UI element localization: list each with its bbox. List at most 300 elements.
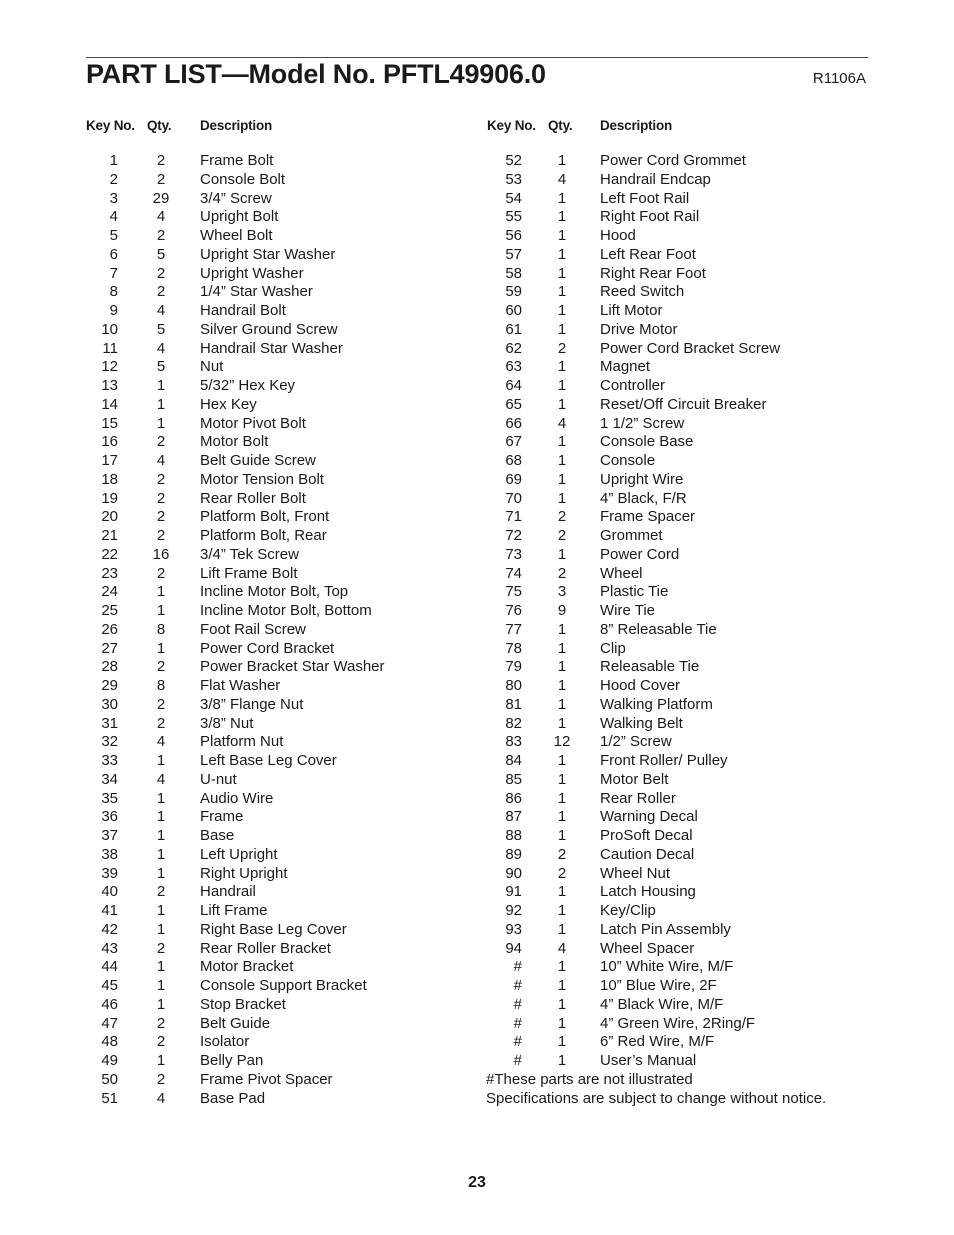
part-description: User’s Manual (600, 1052, 697, 1069)
part-description: Motor Belt (600, 770, 669, 788)
part-key-number: 73 (505, 545, 522, 563)
part-row (0, 996, 900, 1015)
part-quantity: 4 (156, 733, 166, 751)
part-row (0, 340, 900, 359)
part-description: Audio Wire (200, 789, 274, 807)
part-key-number: 3 (109, 189, 118, 207)
part-description: Wheel Bolt (200, 227, 273, 244)
part-key-number: 12 (101, 358, 118, 376)
part-quantity: 29 (152, 189, 170, 207)
part-quantity: 2 (156, 658, 166, 676)
part-key-number: 65 (505, 395, 522, 413)
part-key-number: 20 (101, 508, 118, 526)
part-quantity: 16 (152, 545, 170, 563)
part-description: Belly Pan (200, 1052, 264, 1069)
part-row (0, 1033, 900, 1052)
part-key-number: 83 (505, 733, 522, 751)
part-quantity: 1 (557, 902, 567, 919)
part-row (0, 621, 900, 640)
part-quantity: 1 (156, 920, 166, 938)
part-description: Motor Bolt (200, 433, 269, 451)
part-description: Platform Bolt, Rear (200, 527, 327, 544)
part-row (0, 790, 900, 809)
part-key-number: 9 (109, 302, 118, 319)
part-quantity: 1 (156, 414, 166, 432)
part-quantity: 1 (557, 358, 567, 376)
part-key-number: 47 (101, 1014, 118, 1032)
description-header: Description (200, 118, 273, 133)
part-key-number: 79 (505, 658, 522, 676)
part-quantity: 4 (156, 339, 166, 357)
part-row (0, 152, 900, 171)
part-quantity: 1 (557, 920, 567, 938)
part-description: 6” Red Wire, M/F (600, 1033, 715, 1051)
part-description: Handrail Bolt (200, 302, 286, 319)
part-quantity: 2 (156, 1014, 166, 1032)
part-description: Console (600, 452, 656, 469)
disclaimer-note: Specifications are subject to change without notice. (486, 1090, 827, 1107)
part-quantity: 1 (557, 320, 567, 338)
part-row (0, 546, 900, 565)
part-quantity: 1 (557, 770, 567, 788)
part-row (0, 808, 900, 827)
part-key-number: 38 (101, 845, 118, 863)
part-quantity: 1 (557, 620, 567, 638)
part-description: Right Foot Rail (600, 208, 700, 226)
part-row (0, 827, 900, 846)
part-quantity: 2 (156, 489, 166, 507)
parts-list-right (0, 152, 900, 1071)
part-key-number: 17 (101, 452, 118, 469)
part-description: 4” Green Wire, 2Ring/F (600, 1014, 756, 1032)
part-description: 1/2” Screw (600, 733, 672, 751)
part-key-number: 61 (505, 320, 522, 338)
part-key-number: 88 (505, 827, 522, 844)
part-quantity: 5 (156, 320, 166, 338)
part-quantity: 1 (156, 377, 166, 394)
part-key-number: 16 (101, 433, 118, 451)
page-number: 23 (468, 1174, 486, 1191)
part-key-number: 59 (505, 283, 522, 301)
part-description: Hood Cover (600, 677, 681, 694)
part-description: Hex Key (200, 395, 257, 413)
part-description: Motor Bracket (200, 958, 294, 976)
part-quantity: 9 (557, 602, 567, 619)
part-key-number: 24 (101, 583, 118, 601)
part-description: Walking Belt (600, 714, 683, 732)
part-row (0, 658, 900, 677)
part-quantity: 1 (557, 677, 567, 694)
part-quantity: 5 (156, 358, 166, 376)
part-row (0, 246, 900, 265)
part-row (0, 565, 900, 584)
part-key-number: 80 (505, 677, 522, 694)
part-description: Power Cord Bracket (200, 639, 335, 657)
part-row (0, 358, 900, 377)
part-key-number: 75 (505, 583, 522, 601)
part-quantity: 1 (557, 1033, 567, 1051)
part-description: Key/Clip (600, 902, 656, 919)
part-key-number: 58 (505, 264, 522, 282)
part-description: Nut (200, 358, 224, 376)
part-row (0, 396, 900, 415)
part-quantity: 1 (156, 602, 166, 619)
part-quantity: 2 (557, 508, 567, 526)
part-key-number: 86 (505, 789, 522, 807)
qty-header: Qty. (147, 118, 172, 133)
part-quantity: 1 (557, 1052, 567, 1069)
part-quantity: 8 (156, 677, 166, 694)
part-quantity: 8 (156, 620, 166, 638)
part-key-number: 71 (505, 508, 522, 526)
part-key-number: 94 (505, 939, 522, 957)
part-key-number: 53 (505, 170, 522, 188)
part-key-number: 82 (505, 714, 522, 732)
part-key-number: 4 (109, 208, 118, 226)
part-key-number: 42 (101, 920, 118, 938)
part-row (0, 883, 900, 902)
part-row (0, 940, 900, 959)
part-quantity: 2 (156, 227, 166, 244)
part-key-number: 27 (101, 639, 118, 657)
part-quantity: 4 (156, 302, 166, 319)
part-row (0, 265, 900, 284)
part-quantity: 1 (557, 789, 567, 807)
part-description: Platform Bolt, Front (200, 508, 330, 526)
part-description: 1 1/2” Screw (600, 414, 685, 432)
part-description: Lift Motor (600, 302, 663, 319)
part-quantity: 1 (557, 883, 567, 901)
part-description: Frame Bolt (200, 152, 274, 169)
part-quantity: 1 (557, 470, 567, 488)
part-description: Left Rear Foot (600, 245, 696, 263)
part-description: Front Roller/ Pulley (600, 752, 728, 769)
part-quantity: 2 (156, 1033, 166, 1051)
part-key-number: 64 (505, 377, 522, 394)
part-description: Walking Platform (600, 695, 713, 713)
part-key-number: 5 (109, 227, 118, 244)
key-no-header: Key No. (86, 118, 135, 133)
part-row (0, 377, 900, 396)
part-quantity: 4 (557, 170, 567, 188)
part-row (0, 302, 900, 321)
part-quantity: 1 (156, 639, 166, 657)
part-quantity: 4 (156, 208, 166, 226)
part-description: Right Upright (200, 864, 288, 882)
part-quantity: 1 (156, 902, 166, 919)
part-quantity: 1 (156, 958, 166, 976)
part-description: Base (200, 827, 235, 844)
part-description: Rear Roller Bracket (200, 939, 331, 957)
part-description: Handrail Star Washer (200, 339, 343, 357)
part-description: 3/4” Tek Screw (200, 545, 299, 563)
part-key-number: # (513, 958, 522, 976)
part-description: ProSoft Decal (600, 827, 693, 844)
part-quantity: 1 (156, 995, 166, 1013)
part-key-number: 62 (505, 339, 522, 357)
part-quantity: 2 (156, 264, 166, 282)
part-description: Motor Pivot Bolt (200, 414, 306, 432)
part-description: 8” Releasable Tie (600, 620, 717, 638)
part-key-number: 30 (101, 695, 118, 713)
part-row (0, 752, 900, 771)
part-key-number: 8 (109, 283, 118, 301)
part-quantity: 1 (557, 302, 567, 319)
part-key-number: 87 (505, 808, 522, 826)
part-key-number: 66 (505, 414, 522, 432)
part-key-number: 19 (101, 489, 118, 507)
part-row (0, 902, 900, 921)
part-description: Upright Washer (200, 264, 304, 282)
part-key-number: # (513, 977, 522, 994)
part-description: Console Bolt (200, 170, 286, 188)
part-description: Frame Pivot Spacer (200, 1070, 333, 1088)
part-quantity: 1 (557, 377, 567, 394)
part-quantity: 1 (156, 827, 166, 844)
part-row (0, 1015, 900, 1034)
qty-header: Qty. (548, 118, 573, 133)
part-description: Caution Decal (600, 845, 695, 863)
part-row (0, 283, 900, 302)
part-key-number: 81 (505, 695, 522, 713)
part-key-number: 56 (505, 227, 522, 244)
part-quantity: 1 (557, 452, 567, 469)
part-quantity: 1 (557, 639, 567, 657)
part-row (0, 1052, 900, 1071)
part-description: Console Support Bracket (200, 977, 367, 994)
part-quantity: 2 (156, 695, 166, 713)
part-row (0, 715, 900, 734)
part-description: 10” Blue Wire, 2F (600, 977, 717, 994)
part-quantity: 1 (156, 808, 166, 826)
part-row (0, 208, 900, 227)
part-quantity: 2 (557, 564, 567, 582)
part-description: 3/8” Nut (200, 714, 254, 732)
part-description: Lift Frame (200, 902, 268, 919)
document-code: R1106A (812, 70, 866, 87)
part-quantity: 2 (156, 433, 166, 451)
part-key-number: 14 (101, 395, 118, 413)
part-key-number: 68 (505, 452, 522, 469)
part-quantity: 2 (156, 1070, 166, 1088)
part-quantity: 2 (557, 339, 567, 357)
part-description: Wheel (600, 564, 643, 582)
part-quantity: 2 (156, 714, 166, 732)
part-key-number: 10 (101, 320, 118, 338)
part-quantity: 1 (156, 395, 166, 413)
part-quantity: 1 (557, 283, 567, 301)
part-key-number: 35 (101, 789, 118, 807)
part-key-number: 1 (109, 152, 118, 169)
part-row (0, 452, 900, 471)
part-row (0, 865, 900, 884)
part-quantity: 4 (156, 1089, 166, 1107)
part-description: Plastic Tie (600, 583, 669, 601)
part-description: Rear Roller (600, 789, 676, 807)
part-key-number: 55 (505, 208, 522, 226)
part-key-number: 43 (101, 939, 118, 957)
part-key-number: 15 (101, 414, 118, 432)
part-quantity: 1 (156, 1052, 166, 1069)
part-key-number: 2 (109, 170, 118, 188)
part-description: Flat Washer (200, 677, 281, 694)
part-quantity: 2 (156, 939, 166, 957)
part-description: Lift Frame Bolt (200, 564, 298, 582)
part-description: Latch Pin Assembly (600, 920, 731, 938)
part-key-number: 40 (101, 883, 118, 901)
part-quantity: 1 (557, 714, 567, 732)
part-description: Right Base Leg Cover (200, 920, 347, 938)
part-quantity: 2 (156, 883, 166, 901)
part-description: Upright Wire (600, 470, 684, 488)
part-description: Wire Tie (600, 602, 656, 619)
part-key-number: 57 (505, 245, 522, 263)
part-key-number: # (513, 1014, 522, 1032)
part-quantity: 1 (557, 264, 567, 282)
part-key-number: 78 (505, 639, 522, 657)
part-description: Belt Guide (200, 1014, 271, 1032)
part-description: Clip (600, 639, 626, 657)
part-quantity: 1 (557, 752, 567, 769)
part-quantity: 1 (557, 958, 567, 976)
part-description: Power Cord Bracket Screw (600, 339, 781, 357)
part-row (0, 771, 900, 790)
part-description: Power Cord (600, 545, 680, 563)
part-key-number: 36 (101, 808, 118, 826)
part-key-number: 72 (505, 527, 522, 544)
part-quantity: 4 (156, 452, 166, 469)
part-row (0, 490, 900, 509)
part-quantity: 12 (553, 733, 571, 751)
part-description: Platform Nut (200, 733, 284, 751)
part-description: Handrail Endcap (600, 170, 711, 188)
part-key-number: 34 (101, 770, 118, 788)
part-row (0, 602, 900, 621)
part-key-number: 32 (101, 733, 118, 751)
part-quantity: 1 (156, 752, 166, 769)
part-description: Warning Decal (600, 808, 698, 826)
part-quantity: 2 (557, 864, 567, 882)
part-description: Frame Spacer (600, 508, 696, 526)
page-title: PART LIST—Model No. PFTL49906.0 (86, 59, 546, 89)
part-quantity: 4 (156, 770, 166, 788)
part-description: Left Foot Rail (600, 189, 690, 207)
part-key-number: 85 (505, 770, 522, 788)
part-row (0, 527, 900, 546)
part-quantity: 1 (557, 208, 567, 226)
part-description: Upright Bolt (200, 208, 279, 226)
part-quantity: 1 (557, 658, 567, 676)
part-key-number: 46 (101, 995, 118, 1013)
part-description: Incline Motor Bolt, Top (200, 583, 349, 601)
part-quantity: 1 (557, 152, 567, 169)
part-description: 10” White Wire, M/F (600, 958, 734, 976)
part-row (0, 433, 900, 452)
part-description: 3/4” Screw (200, 189, 272, 207)
part-description: 3/8” Flange Nut (200, 695, 304, 713)
part-quantity: 1 (557, 489, 567, 507)
part-key-number: 7 (109, 264, 118, 282)
part-key-number: 26 (101, 620, 118, 638)
part-quantity: 4 (557, 414, 567, 432)
part-description: Reset/Off Circuit Breaker (600, 395, 767, 413)
part-key-number: 13 (101, 377, 118, 394)
part-key-number: 93 (505, 920, 522, 938)
part-quantity: 1 (156, 845, 166, 863)
part-quantity: 1 (557, 395, 567, 413)
part-key-number: 45 (101, 977, 118, 994)
part-description: Magnet (600, 358, 651, 376)
part-row (0, 321, 900, 340)
part-description: Left Upright (200, 845, 278, 863)
part-key-number: 90 (505, 864, 522, 882)
part-key-number: 39 (101, 864, 118, 882)
part-quantity: 2 (557, 845, 567, 863)
part-row (0, 921, 900, 940)
not-illustrated-note: #These parts are not illustrated (486, 1071, 693, 1088)
part-description: Isolator (200, 1033, 250, 1051)
part-description: Reed Switch (600, 283, 685, 301)
key-no-header: Key No. (487, 118, 536, 133)
part-key-number: 29 (101, 677, 118, 694)
part-description: Power Cord Grommet (600, 152, 746, 169)
part-quantity: 2 (156, 470, 166, 488)
part-description: Belt Guide Screw (200, 452, 316, 469)
part-quantity: 1 (557, 189, 567, 207)
part-quantity: 1 (557, 545, 567, 563)
part-row (0, 677, 900, 696)
part-key-number: 21 (101, 527, 118, 544)
part-description: Console Base (600, 433, 694, 451)
part-key-number: 60 (505, 302, 522, 319)
part-row (0, 171, 900, 190)
part-description: Right Rear Foot (600, 264, 706, 282)
part-key-number: 54 (505, 189, 522, 207)
part-quantity: 1 (156, 789, 166, 807)
part-quantity: 1 (557, 245, 567, 263)
part-description: Motor Tension Bolt (200, 470, 324, 488)
description-header: Description (600, 118, 673, 133)
part-quantity: 1 (156, 583, 166, 601)
part-key-number: 22 (101, 545, 118, 563)
part-row (0, 846, 900, 865)
part-row (0, 583, 900, 602)
part-key-number: 52 (505, 152, 522, 169)
part-description: Latch Housing (600, 883, 696, 901)
part-quantity: 2 (156, 152, 166, 169)
part-quantity: 2 (557, 527, 567, 544)
part-key-number: 63 (505, 358, 522, 376)
part-quantity: 1 (557, 433, 567, 451)
part-description: Wheel Spacer (600, 939, 695, 957)
part-key-number: 77 (505, 620, 522, 638)
part-key-number: # (513, 1033, 522, 1051)
part-description: Grommet (600, 527, 663, 544)
part-key-number: 76 (505, 602, 522, 619)
part-key-number: 70 (505, 489, 522, 507)
part-key-number: 33 (101, 752, 118, 769)
part-description: Drive Motor (600, 320, 678, 338)
part-quantity: 1 (557, 977, 567, 994)
part-row (0, 227, 900, 246)
part-key-number: # (513, 995, 522, 1013)
part-row (0, 471, 900, 490)
part-row (0, 977, 900, 996)
part-description: Controller (600, 377, 666, 394)
part-key-number: 37 (101, 827, 118, 844)
part-description: 5/32” Hex Key (200, 377, 296, 394)
part-key-number: 48 (101, 1033, 118, 1051)
